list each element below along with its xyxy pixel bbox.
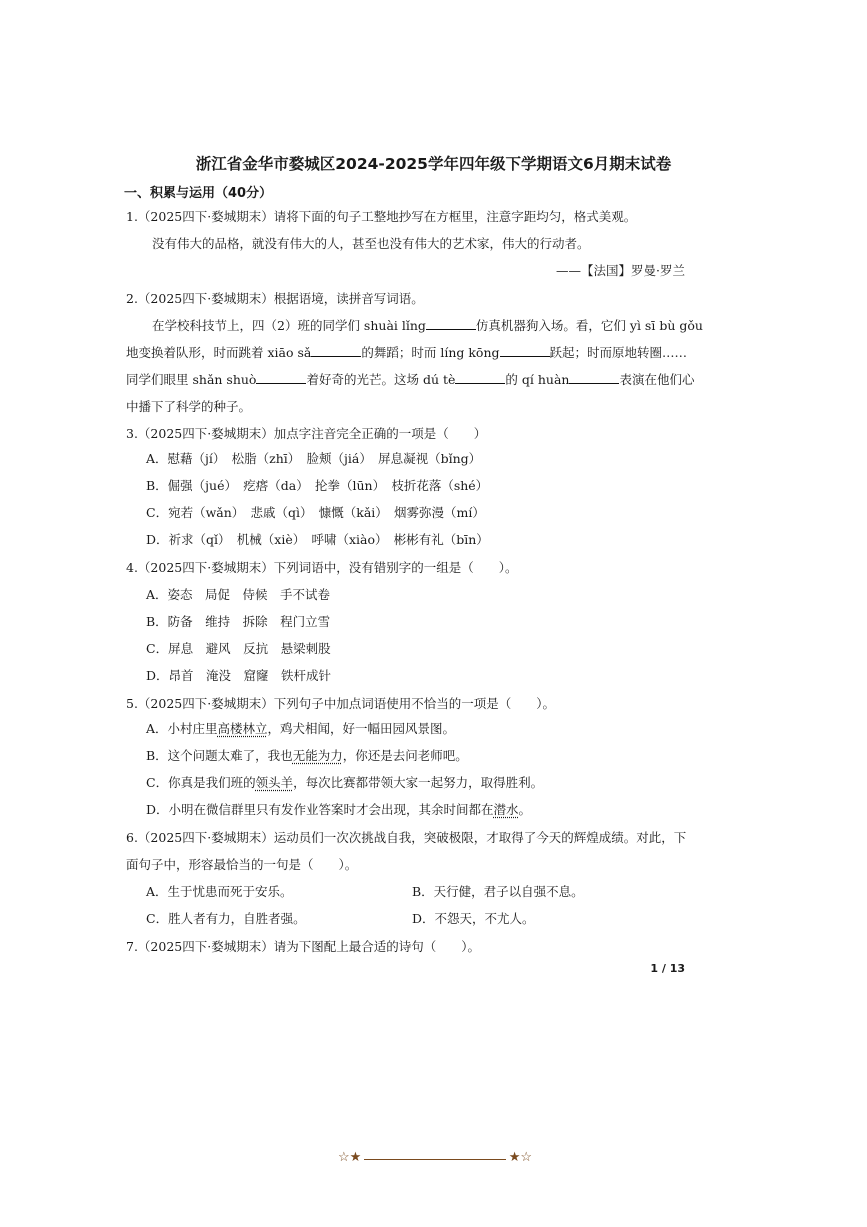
question-2-line-2 — [126, 343, 687, 361]
option-text: C．你真是我们班的 — [146, 775, 256, 790]
answer-blank[interactable] — [500, 345, 550, 357]
question-5-option-c[interactable] — [146, 773, 543, 791]
option-text: B．这个问题太难了，我也 — [146, 748, 293, 763]
question-2-stem: 2.（2025四下·婺城期末）根据语境，读拼音写词语。 — [126, 291, 424, 306]
marked-phrase: 无能为力 — [292, 748, 343, 763]
option-text: A．小村庄里 — [146, 721, 218, 736]
question-6-option-a[interactable]: A．生于忧患而死于安乐。 — [146, 884, 293, 899]
question-3-option-d[interactable]: D．祈求（qǐ） 机械（xiè） 呼啸（xiào） 彬彬有礼（bīn） — [146, 532, 489, 547]
marked-phrase: 领头羊 — [255, 775, 294, 790]
question-4-option-a[interactable]: A．姿态 局促 侍候 手不试卷 — [146, 587, 331, 602]
question-7-stem: 7.（2025四下·婺城期末）请为下图配上最合适的诗句（ ）。 — [126, 939, 480, 954]
marked-phrase: 高楼林立 — [217, 721, 268, 736]
page-number: 1 / 13 — [650, 962, 685, 975]
answer-blank[interactable] — [455, 372, 505, 384]
answer-blank[interactable] — [311, 345, 361, 357]
option-text: ，你还是去问老师吧。 — [342, 748, 468, 763]
question-6-stem-line-1: 6.（2025四下·婺城期末）运动员们一次次挑战自我，突破极限，才取得了今天的辉煌成绩。对此，下 — [126, 830, 687, 845]
q2-text: 的舞蹈；时而 líng kōng — [361, 345, 500, 360]
question-4-stem: 4.（2025四下·婺城期末）下列词语中，没有错别字的一组是（ ）。 — [126, 560, 518, 575]
star-icon: ☆★ — [338, 1150, 362, 1165]
question-1-stem: 1.（2025四下·婺城期末）请将下面的句子工整地抄写在方框里，注意字距均匀，格式美观。 — [126, 209, 637, 224]
question-4-option-b[interactable]: B．防备 维持 拆除 程门立雪 — [146, 614, 331, 629]
question-2-line-3 — [126, 370, 694, 388]
option-text: 。 — [518, 802, 532, 817]
question-1-quote: 没有伟大的品格，就没有伟大的人，甚至也没有伟大的艺术家，伟大的行动者。 — [152, 236, 590, 251]
option-text: ，每次比赛都带领大家一起努力，取得胜利。 — [293, 775, 544, 790]
q2-text: 地变换着队形，时而跳着 xiāo sǎ — [126, 345, 312, 360]
option-text: ，鸡犬相闻，好一幅田园风景图。 — [267, 721, 456, 736]
question-6-stem-line-2: 面句子中，形容最恰当的一句是（ ）。 — [126, 857, 358, 872]
answer-blank[interactable] — [569, 372, 619, 384]
answer-blank[interactable] — [256, 372, 306, 384]
question-5-option-d[interactable] — [146, 800, 531, 818]
question-5-option-b[interactable] — [146, 746, 468, 764]
answer-blank[interactable] — [426, 318, 476, 330]
question-3-stem: 3.（2025四下·婺城期末）加点字注音完全正确的一项是（ ） — [126, 426, 487, 441]
footer-ornament — [338, 1150, 532, 1170]
question-4-option-c[interactable]: C．屏息 避风 反抗 悬梁刺股 — [146, 641, 331, 656]
question-6-option-b[interactable]: B．天行健，君子以自强不息。 — [412, 884, 584, 899]
q2-text: 跃起；时而原地转圈…… — [549, 345, 688, 360]
star-icon: ★☆ — [508, 1150, 532, 1165]
question-1-author: ——【法国】罗曼·罗兰 — [556, 263, 685, 278]
q2-text: 的 qí huàn — [505, 372, 570, 387]
q2-text: 表演在他们心 — [619, 372, 695, 387]
marked-phrase: 潜水 — [493, 802, 519, 817]
section-heading: 一、积累与运用（40分） — [124, 186, 273, 201]
question-2-line-4: 中播下了科学的种子。 — [126, 399, 252, 414]
question-6-option-c[interactable]: C．胜人者有力，自胜者强。 — [146, 911, 306, 926]
q2-text: 在学校科技节上，四（2）班的同学们 shuài lǐng — [152, 318, 426, 333]
q2-text: 同学们眼里 shǎn shuò — [126, 372, 257, 387]
option-text: D．小明在微信群里只有发作业答案时才会出现，其余时间都在 — [146, 802, 494, 817]
question-5-stem: 5.（2025四下·婺城期末）下列句子中加点词语使用不恰当的一项是（ ）。 — [126, 696, 555, 711]
footer-divider — [364, 1159, 506, 1160]
q2-text: 仿真机器狗入场。看，它们 yì sī bù gǒu — [475, 318, 703, 333]
question-6-option-d[interactable]: D．不怨天，不尤人。 — [412, 911, 535, 926]
question-2-line-1 — [152, 316, 703, 334]
question-4-option-d[interactable]: D．昂首 淹没 窟窿 铁杆成针 — [146, 668, 332, 683]
q2-text: 着好奇的光芒。这场 dú tè — [306, 372, 456, 387]
question-3-option-a[interactable]: A．慰藉（jí） 松脂（zhī） 脸颊（jiá） 屏息凝视（bǐng） — [146, 451, 482, 466]
document-title: 浙江省金华市婺城区2024-2025学年四年级下学期语文6月期末试卷 — [195, 155, 672, 173]
question-5-option-a[interactable] — [146, 719, 455, 737]
question-3-option-b[interactable]: B．倔强（jué） 疙瘩（da） 抡拳（lūn） 枝折花落（shé） — [146, 478, 489, 493]
question-3-option-c[interactable]: C．宛若（wǎn） 悲戚（qì） 慷慨（kǎi） 烟雾弥漫（mí） — [146, 505, 485, 520]
